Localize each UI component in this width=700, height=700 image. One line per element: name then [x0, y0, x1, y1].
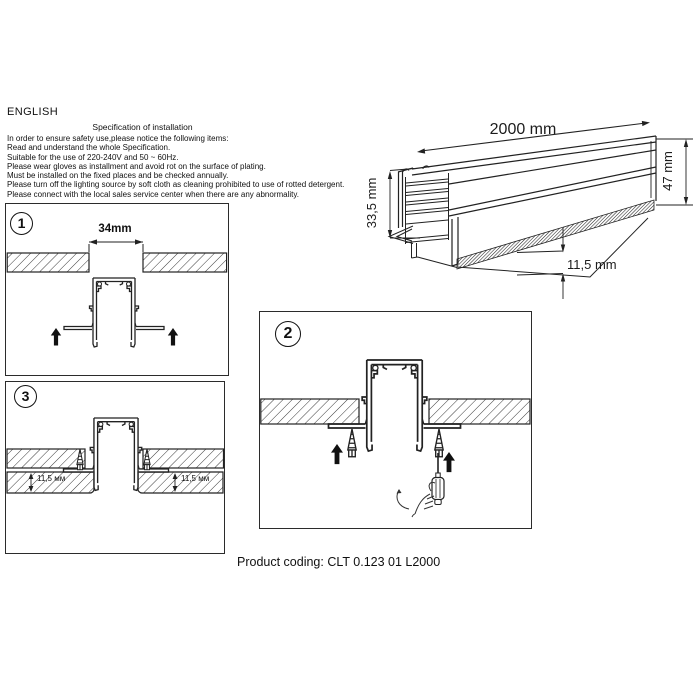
- ceiling-right: [143, 253, 227, 272]
- language-label: ENGLISH: [7, 106, 59, 118]
- hole-width-dimension: [89, 239, 143, 252]
- spec-line: Suitable for the use of 220-240V and 50 ~ 60Hz.: [7, 152, 179, 162]
- product-coding: Product coding: CLT 0.123 01 L2000: [237, 555, 441, 569]
- spec-line: Must be installed on the fixed places and be checked annually.: [7, 171, 229, 181]
- spec-line: Please connect with the local sales service center when there are any abnormality.: [7, 189, 300, 199]
- dim-height-label: 47 mm: [660, 151, 675, 191]
- profile-diffuser-strip: [457, 200, 654, 269]
- spec-instructions: [7, 134, 345, 199]
- ceiling-left: [7, 253, 89, 272]
- step2-box: [259, 311, 532, 529]
- step2-drawing: [260, 312, 531, 528]
- hand-sketch: [397, 482, 436, 517]
- up-arrow-icon: [443, 452, 455, 472]
- recess-label-left: 11,5 мм: [37, 474, 66, 483]
- dim-height: [656, 139, 693, 205]
- up-arrow-icon: [51, 328, 61, 346]
- dim-depth: [364, 169, 420, 239]
- screw-icon: [348, 429, 356, 457]
- dim-depth-label: 33,5 mm: [364, 177, 379, 229]
- profile-3d-drawing: [358, 95, 700, 310]
- dim-length-label: 2000 mm: [489, 121, 557, 138]
- ceiling-left: [261, 399, 359, 424]
- step1-number: 1: [10, 212, 33, 235]
- ceiling-right: [429, 399, 530, 424]
- up-arrow-icon: [331, 444, 343, 464]
- step3-number: 3: [14, 385, 37, 408]
- step2-number: 2: [275, 321, 301, 347]
- profile-body: [389, 136, 656, 277]
- recess-label-right: 11,5 мм: [181, 474, 210, 483]
- spec-line: In order to ensure safety use,please notice the following items:: [7, 134, 229, 143]
- ceiling-upper-left: [7, 449, 85, 468]
- dim-lip-label: 11,5 mm: [567, 257, 617, 272]
- spec-line: Please wear gloves as installment and avoid rot on the surface of plating.: [7, 161, 266, 171]
- spec-line: Please turn off the lighting source by soft cloth as cleaning prohibited to use of rotted detergent.: [7, 180, 345, 190]
- screwdriver-icon: [432, 453, 444, 505]
- ceiling-upper-right: [143, 449, 224, 468]
- dim-length: [417, 121, 650, 154]
- screw-icon: [435, 429, 443, 457]
- step3-drawing: [6, 382, 224, 553]
- spec-title: Specification of installation: [92, 122, 193, 132]
- hole-width-label: 34mm: [98, 223, 132, 235]
- spec-line: Read and understand the whole Specification.: [7, 143, 171, 153]
- up-arrow-icon: [168, 328, 178, 346]
- step3-box: [5, 381, 225, 554]
- track-profile-icon: [64, 278, 164, 347]
